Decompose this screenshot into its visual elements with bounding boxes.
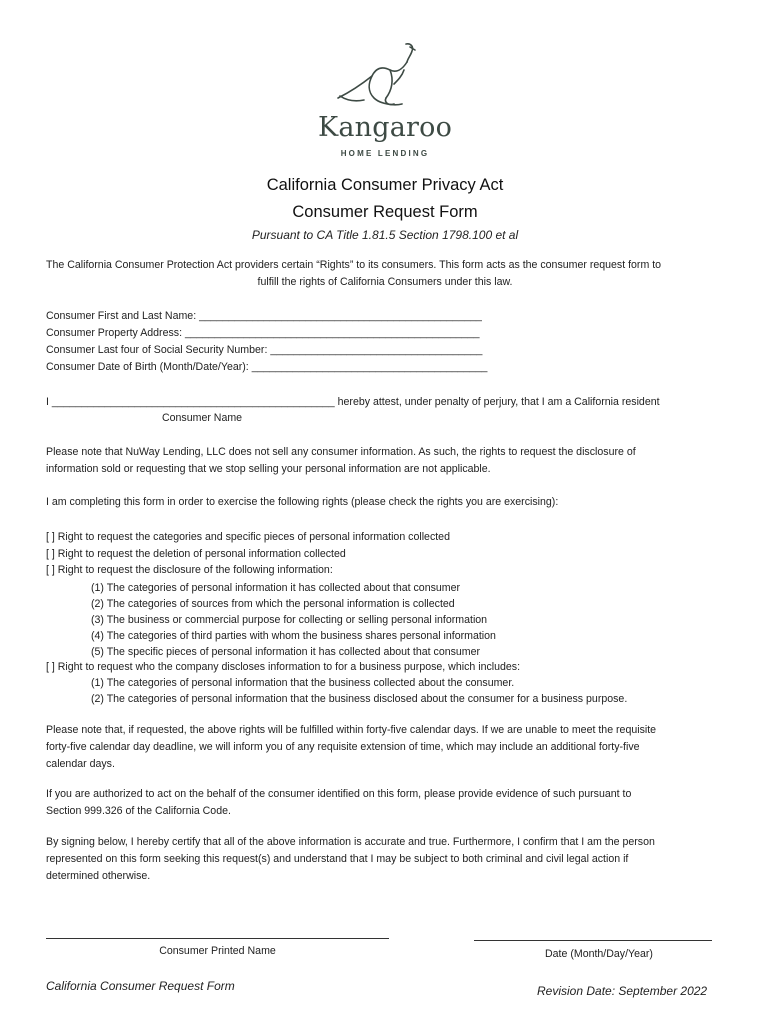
- nuway-note-line: information sold or requesting that we stop selling your personal information are not applicable.: [46, 463, 491, 475]
- authorized-note-line: Section 999.326 of the California Code.: [46, 805, 231, 817]
- attestation-line[interactable]: I ________________________________________________ hereby attest, under penalty of perjury, that I am a California resident: [46, 396, 660, 408]
- ssn-last-four-field[interactable]: Consumer Last four of Social Security Number: ____________________________________: [46, 344, 483, 356]
- page-title: California Consumer Privacy Act: [266, 176, 504, 194]
- right-checkbox-business-purpose[interactable]: [ ] Right to request who the company discloses information to for a business purpose, which includes:: [46, 661, 521, 673]
- intro-line: fulfill the rights of California Consumers under this law.: [257, 276, 513, 288]
- right-checkbox-deletion[interactable]: [ ] Right to request the deletion of personal information collected: [46, 548, 346, 560]
- legal-citation: Pursuant to CA Title 1.81.5 Section 1798.100 et al: [251, 228, 519, 242]
- list-item: (2) The categories of personal information that the business disclosed about the consumer for a business purpose.: [91, 693, 628, 705]
- certify-note-line: represented on this form seeking this request(s) and understand that I may be subject to both criminal and civil legal action if: [46, 853, 629, 865]
- page-subtitle: Consumer Request Form: [292, 203, 478, 221]
- list-item: (1) The categories of personal information it has collected about that consumer: [91, 582, 461, 594]
- kangaroo-icon: [332, 40, 442, 112]
- fulfill-note-line: forty-five calendar day deadline, we will inform you of any requisite extension of time, which may include an additional forty-five: [46, 741, 640, 753]
- printed-name-label: Consumer Printed Name: [159, 945, 276, 957]
- date-signature-line[interactable]: [474, 940, 712, 941]
- date-label: Date (Month/Day/Year): [545, 948, 653, 960]
- list-item: (4) The categories of third parties with whom the business shares personal information: [91, 630, 496, 642]
- list-item: (1) The categories of personal information that the business collected about the consumer.: [91, 677, 515, 689]
- nuway-note-line: Please note that NuWay Lending, LLC does not sell any consumer information. As such, the rights to request the disclosure of: [46, 446, 636, 458]
- right-checkbox-disclosure[interactable]: [ ] Right to request the disclosure of the following information:: [46, 564, 333, 576]
- fulfill-note-line: Please note that, if requested, the above rights will be fulfilled within forty-five calendar days. If we are unable to meet the requisite: [46, 724, 657, 736]
- intro-line: The California Consumer Protection Act providers certain “Rights” to its consumers. This form acts as the consumer request form to: [46, 259, 662, 271]
- rights-intro: I am completing this form in order to exercise the following rights (please check the rights you are exercising):: [46, 496, 559, 508]
- property-address-field[interactable]: Consumer Property Address: __________________________________________________: [46, 327, 480, 339]
- attestation-caption: Consumer Name: [162, 412, 243, 424]
- printed-name-signature-line[interactable]: [46, 938, 389, 939]
- list-item: (2) The categories of sources from which the personal information is collected: [91, 598, 455, 610]
- footer-form-name: California Consumer Request Form: [46, 979, 235, 993]
- right-checkbox-categories[interactable]: [ ] Right to request the categories and specific pieces of personal information collected: [46, 531, 450, 543]
- certify-note-line: determined otherwise.: [46, 870, 151, 882]
- consumer-name-field[interactable]: Consumer First and Last Name: ________________________________________________: [46, 310, 482, 322]
- list-item: (5) The specific pieces of personal information it has collected about that consumer: [91, 646, 481, 658]
- footer-revision-date: Revision Date: September 2022: [537, 984, 708, 998]
- list-item: (3) The business or commercial purpose for collecting or selling personal information: [91, 614, 488, 626]
- date-of-birth-field[interactable]: Consumer Date of Birth (Month/Date/Year): ________________________________________: [46, 361, 488, 373]
- brand-tagline: HOME LENDING: [340, 149, 430, 158]
- brand-name: Kangaroo: [317, 112, 453, 143]
- certify-note-line: By signing below, I hereby certify that all of the above information is accurate and true. Furthermore, I confirm that I am the person: [46, 836, 655, 848]
- authorized-note-line: If you are authorized to act on the behalf of the consumer identified on this form, please provide evidence of such pursuant to: [46, 788, 632, 800]
- fulfill-note-line: calendar days.: [46, 758, 115, 770]
